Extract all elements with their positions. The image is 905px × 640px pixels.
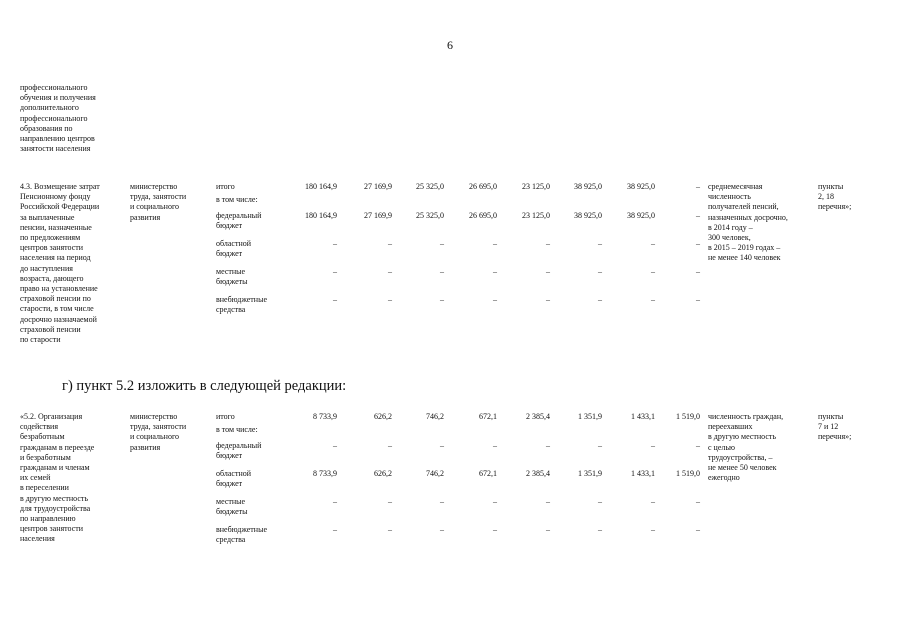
- value-cell: –: [388, 441, 392, 450]
- value-cell: 180 164,9: [305, 182, 337, 191]
- value-cell: 626,2: [374, 469, 392, 478]
- value-cell: –: [598, 441, 602, 450]
- value-cell: 27 169,9: [364, 211, 392, 220]
- value-cell: 8 733,9: [313, 412, 337, 421]
- section-reference: пункты 2, 18 перечня»;: [818, 182, 852, 212]
- value-cell: 1 351,9: [578, 412, 602, 421]
- value-cell: –: [333, 441, 337, 450]
- continuation-text: профессионального обучения и получения дополнительного профессионального образования по направлению центров занятости населения: [20, 83, 96, 154]
- value-cell: –: [598, 267, 602, 276]
- value-cell: –: [388, 239, 392, 248]
- value-cell: 1 433,1: [631, 469, 655, 478]
- value-cell: 38 925,0: [627, 211, 655, 220]
- value-cell: 1 433,1: [631, 412, 655, 421]
- value-cell: –: [493, 267, 497, 276]
- section-description: «5.2. Организация содействия безработным гражданам в переезде и безработным гражданам и членам их семей в переселении в другую местность для трудоустройства по направлению центров занятости населения: [20, 412, 95, 544]
- value-cell: 38 925,0: [574, 182, 602, 191]
- value-cell: –: [333, 497, 337, 506]
- section-reference: пункты 7 и 12 перечня»;: [818, 412, 852, 442]
- value-cell: 8 733,9: [313, 469, 337, 478]
- value-cell: –: [388, 267, 392, 276]
- value-cell: –: [696, 239, 700, 248]
- value-cell: –: [333, 267, 337, 276]
- value-cell: –: [651, 441, 655, 450]
- value-cell: 1 519,0: [676, 412, 700, 421]
- value-cell: –: [546, 267, 550, 276]
- value-cell: 23 125,0: [522, 182, 550, 191]
- value-cell: 1 351,9: [578, 469, 602, 478]
- value-cell: –: [696, 441, 700, 450]
- value-cell: –: [440, 295, 444, 304]
- value-cell: –: [388, 497, 392, 506]
- value-cell: –: [388, 295, 392, 304]
- value-cell: –: [493, 239, 497, 248]
- value-cell: –: [651, 267, 655, 276]
- value-cell: –: [696, 497, 700, 506]
- value-cell: –: [493, 441, 497, 450]
- value-cell: 25 325,0: [416, 182, 444, 191]
- section-description: 4.3. Возмещение затрат Пенсионному фонду Российской Федерации за выплаченные пенсии, назначенные по предложениям центров занятости населения на период до наступления возраста, дающего право на установление страховой пенсии по старости, в том числе досрочно назначаемой страховой пенсии по старости: [20, 182, 100, 345]
- value-cell: 23 125,0: [522, 211, 550, 220]
- value-cell: –: [546, 239, 550, 248]
- value-cell: –: [546, 525, 550, 534]
- value-cell: 38 925,0: [627, 182, 655, 191]
- value-cell: 27 169,9: [364, 182, 392, 191]
- section-executor: министерство труда, занятости и социального развития: [130, 182, 187, 222]
- value-cell: –: [440, 267, 444, 276]
- value-cell: 2 385,4: [526, 412, 550, 421]
- section-executor: министерство труда, занятости и социального развития: [130, 412, 187, 452]
- value-cell: 26 695,0: [469, 211, 497, 220]
- value-cell: –: [651, 239, 655, 248]
- value-cell: –: [440, 239, 444, 248]
- value-cell: –: [493, 497, 497, 506]
- value-cell: –: [493, 525, 497, 534]
- value-cell: –: [696, 267, 700, 276]
- row-label: итого: [216, 182, 235, 191]
- value-cell: 626,2: [374, 412, 392, 421]
- value-cell: –: [493, 295, 497, 304]
- value-cell: –: [333, 295, 337, 304]
- value-cell: –: [333, 525, 337, 534]
- section-indicator: численность граждан, переехавших в другую местность с целью трудоустройства, – не менее 50 человек ежегодно: [708, 412, 784, 483]
- section-indicator: среднемесячная численность получателей пенсий, назначенных досрочно, в 2014 году – 300 человек, в 2015 – 2019 годах – не менее 140 человек: [708, 182, 788, 263]
- row-label: итого: [216, 412, 235, 421]
- value-cell: 2 385,4: [526, 469, 550, 478]
- value-cell: 746,2: [426, 469, 444, 478]
- value-cell: 26 695,0: [469, 182, 497, 191]
- value-cell: –: [651, 525, 655, 534]
- page-number: 6: [447, 38, 453, 52]
- value-cell: 672,1: [479, 469, 497, 478]
- value-cell: –: [598, 295, 602, 304]
- row-label: в том числе:: [216, 425, 258, 434]
- value-cell: –: [333, 239, 337, 248]
- value-cell: –: [598, 497, 602, 506]
- value-cell: –: [440, 525, 444, 534]
- value-cell: –: [598, 525, 602, 534]
- value-cell: 746,2: [426, 412, 444, 421]
- row-label: областной бюджет: [216, 469, 252, 489]
- value-cell: –: [388, 525, 392, 534]
- value-cell: 1 519,0: [676, 469, 700, 478]
- value-cell: –: [696, 295, 700, 304]
- value-cell: 180 164,9: [305, 211, 337, 220]
- value-cell: 25 325,0: [416, 211, 444, 220]
- value-cell: –: [651, 497, 655, 506]
- value-cell: –: [696, 182, 700, 191]
- row-label: внебюджетные средства: [216, 525, 267, 545]
- value-cell: –: [651, 295, 655, 304]
- section-heading: г) пункт 5.2 изложить в следующей редакции:: [62, 378, 347, 394]
- value-cell: –: [546, 441, 550, 450]
- value-cell: 38 925,0: [574, 211, 602, 220]
- value-cell: –: [546, 497, 550, 506]
- row-label: областной бюджет: [216, 239, 252, 259]
- value-cell: –: [696, 211, 700, 220]
- row-label: федеральный бюджет: [216, 441, 262, 461]
- value-cell: –: [546, 295, 550, 304]
- value-cell: –: [598, 239, 602, 248]
- row-label: внебюджетные средства: [216, 295, 267, 315]
- value-cell: 672,1: [479, 412, 497, 421]
- value-cell: –: [696, 525, 700, 534]
- value-cell: –: [440, 441, 444, 450]
- row-label: местные бюджеты: [216, 497, 248, 517]
- row-label: в том числе:: [216, 195, 258, 204]
- row-label: местные бюджеты: [216, 267, 248, 287]
- value-cell: –: [440, 497, 444, 506]
- row-label: федеральный бюджет: [216, 211, 262, 231]
